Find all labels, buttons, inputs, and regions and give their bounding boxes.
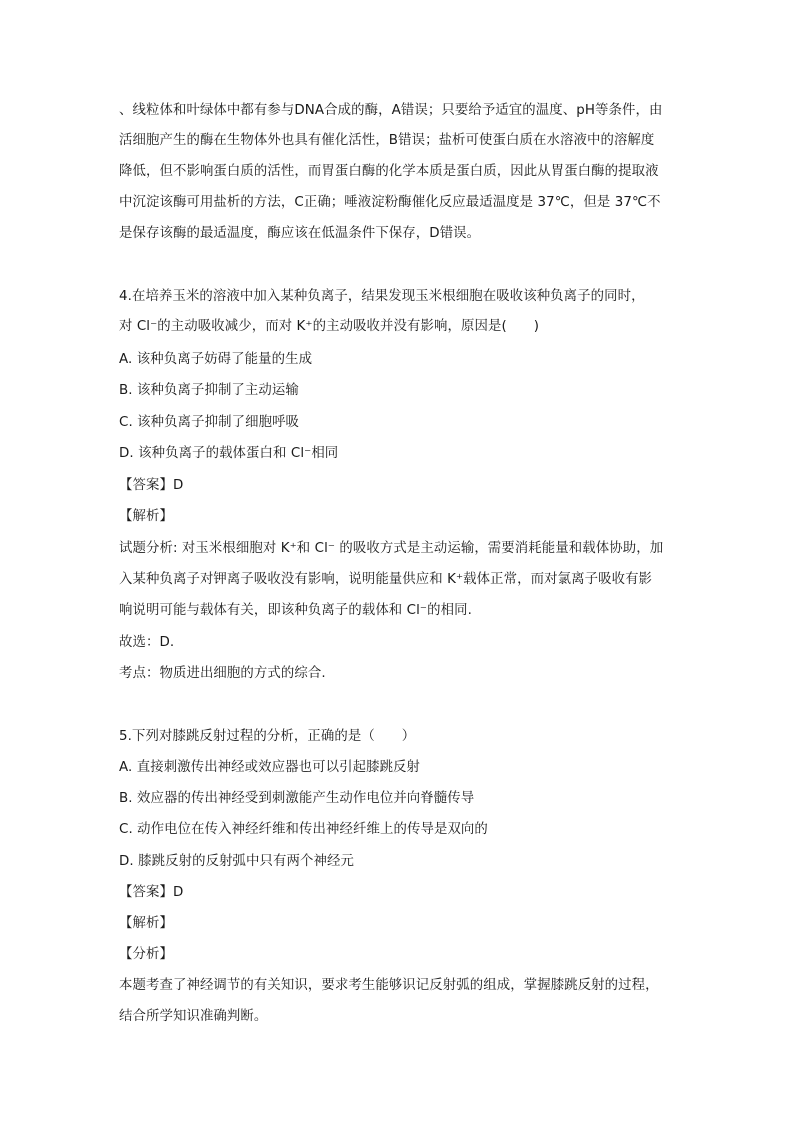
q4-stem-line-2: 对 Cl⁻的主动吸收减少，而对 K⁺的主动吸收并没有影响，原因是( ) <box>119 319 540 334</box>
q4-analysis-line-2: 入某种负离子对钾离子吸收没有影响，说明能量供应和 K⁺载体正常，而对氯离子吸收有影 <box>119 572 653 587</box>
q4-stem-line-1: 4.在培养玉米的溶液中加入某种负离子，结果发现玉米根细胞在吸收该种负离子的同时， <box>119 289 645 304</box>
q5-option-b: B. 效应器的传出神经受到刺激能产生动作电位并向脊髓传导 <box>119 791 475 806</box>
q4-analysis-line-3: 响说明可能与载体有关，即该种负离子的载体和 Cl⁻的相同. <box>119 603 472 618</box>
intro-line-1: 、线粒体和叶绿体中都有参与DNA合成的酶，A错误；只要给予适宜的温度、pH等条件，由 <box>119 103 663 118</box>
q4-option-c: C. 该种负离子抑制了细胞呼吸 <box>119 415 300 430</box>
q5-option-a: A. 直接刺激传出神经或效应器也可以引起膝跳反射 <box>119 760 421 775</box>
q5-analysis-label: 【解析】 <box>119 916 173 931</box>
intro-line-3: 降低，但不影响蛋白质的活性，而胃蛋白酶的化学本质是蛋白质，因此从胃蛋白酶的提取液 <box>119 164 659 179</box>
q4-option-b: B. 该种负离子抑制了主动运输 <box>119 383 299 398</box>
q4-analysis-label: 【解析】 <box>119 509 173 524</box>
intro-line-2: 活细胞产生的酶在生物体外也具有催化活性，B错误；盐析可使蛋白质在水溶液中的溶解度 <box>119 133 655 148</box>
q4-choice: 故选：D. <box>119 635 175 650</box>
q4-analysis-line-1: 试题分析: 对玉米根细胞对 K⁺和 Cl⁻ 的吸收方式是主动运输，需要消耗能量和载体协助，加 <box>119 541 664 556</box>
q5-option-d: D. 膝跳反射的反射弧中只有两个神经元 <box>119 854 354 869</box>
q5-option-c: C. 动作电位在传入神经纤维和传出神经纤维上的传导是双向的 <box>119 822 488 837</box>
q4-option-d: D. 该种负离子的载体蛋白和 Cl⁻相同 <box>119 446 339 461</box>
q5-stem: 5.下列对膝跳反射过程的分析，正确的是（ ） <box>119 729 416 744</box>
intro-line-4: 中沉淀该酶可用盐析的方法，C正确；唾液淀粉酶催化反应最适温度是 37℃，但是 37℃不 <box>119 195 661 210</box>
intro-line-5: 是保存该酶的最适温度，酶应该在低温条件下保存，D错误。 <box>119 226 481 241</box>
q5-fenxi-label: 【分析】 <box>119 947 173 962</box>
q5-fenxi-line-1: 本题考查了神经调节的有关知识，要求考生能够识记反射弧的组成，掌握膝跳反射的过程， <box>119 978 659 993</box>
q5-fenxi-line-2: 结合所学知识准确判断。 <box>119 1009 268 1024</box>
q4-answer-label: 【答案】D <box>119 478 184 493</box>
q5-answer-label: 【答案】D <box>119 885 184 900</box>
q4-option-a: A. 该种负离子妨碍了能量的生成 <box>119 352 313 367</box>
q4-point: 考点：物质进出细胞的方式的综合. <box>119 666 326 681</box>
